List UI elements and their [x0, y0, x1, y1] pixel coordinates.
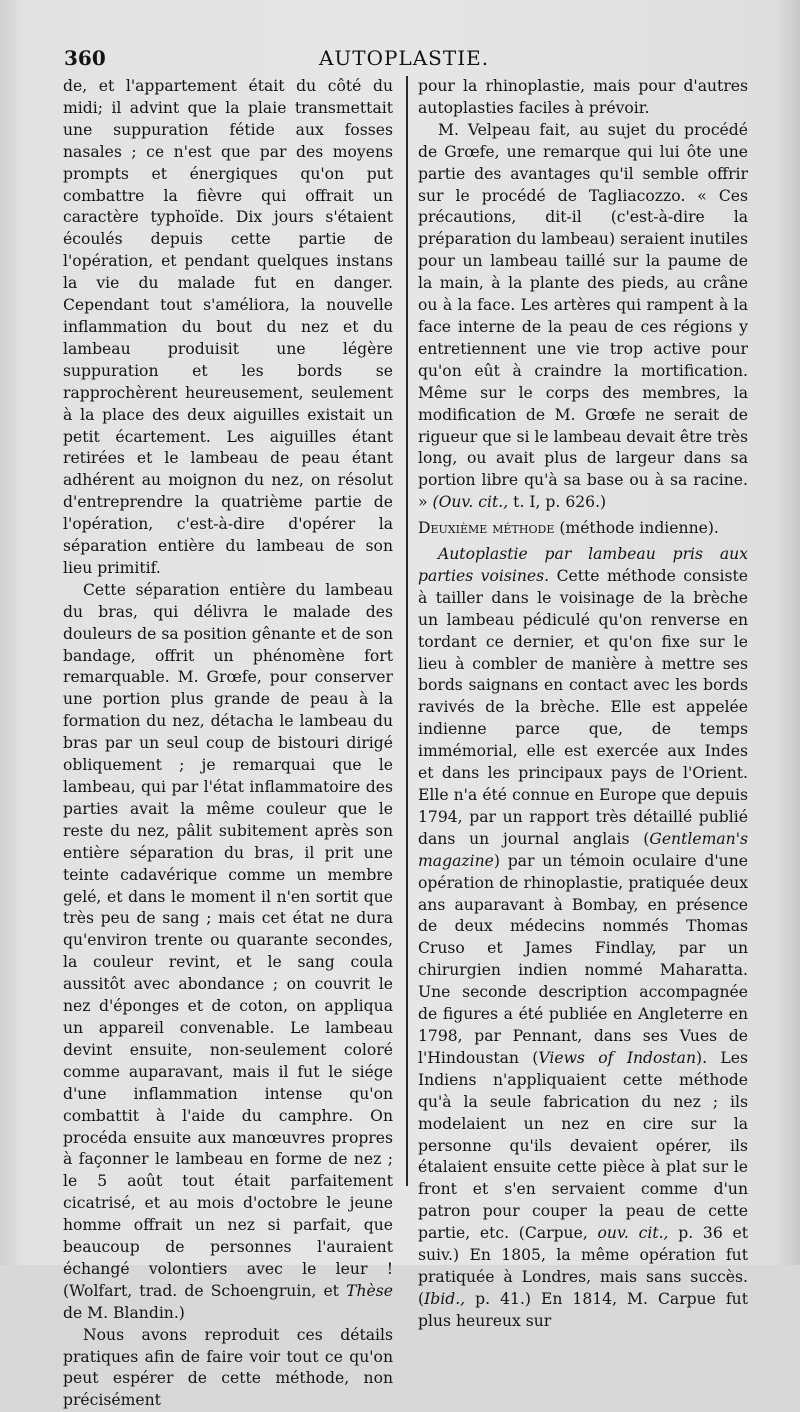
- column-divider: [406, 76, 408, 1186]
- paragraph: Nous avons reproduit ces détails pratiques afin de faire voir tout ce qu'on peut espérer de cette méthode, non précisément: [63, 1325, 393, 1410]
- paragraph: pour la rhinoplastie, mais pour d'autres autoplasties faciles à prévoir.: [418, 77, 748, 117]
- section-heading: [418, 518, 748, 540]
- paragraph: de, et l'appartement était du côté du midi; il advint que la plaie transmettait une suppuration fétide aux fosses nasales ; ce n'est que par des moyens prompts et énergiques qu'on put combattre la fièvre qui offrait un caractère typhoïde. Dix jours s'étaient écoulés depuis cette partie de l'opération, et pendant quelques instans la vie du malade fut en danger. Cependant tout s'améliora, la nouvelle inflammation du bout du nez et du lambeau produisit une légère suppuration et les bords se rapprochèrent heureusement, seulement à la place des deux aiguilles existait un petit écartement. Les aiguilles étant retirées et le lambeau de peau étant adhérent au moignon du nez, on résolut d'entreprendre la quatrième partie de l'opération, c'est-à-dire d'opérer la séparation entière du lambeau de son lieu primitif.: [63, 77, 393, 577]
- page-number: 360: [64, 46, 106, 70]
- paragraph-text: p. 41.) En 1814, M. Carpue fut plus heureux sur: [418, 1289, 748, 1330]
- paragraph-text: ). Les Indiens n'appliquaient cette méthode qu'à la seule fabrication du nez ; ils modelaient un nez en cire sur la personne qu'ils devaient opérer, ils étalaient ensuite cette pièce à plat sur le front et s'en servaient comme d'un patron pour couper la peau de cette partie, etc. (Carpue,: [418, 1048, 748, 1243]
- paragraph-text: M. Velpeau fait, au sujet du procédé de Grœfe, une remarque qui lui ôte une partie des avantages qu'il semble offrir sur le procédé de Tagliacozzo. « Ces précautions, dit-il (c'est-à-dire la préparation du lambeau) seraient inutiles pour un lambeau taillé sur la paume de la main, à la plante des pieds, au crâne ou à la face. Les artères qui rampent à la face interne de la peau de ces régions y entretiennent une vie trop active pour qu'on eût à craindre la mortification. Même sur le corps des membres, la modification de M. Grœfe ne serait de rigueur que si le lambeau devait être très long, ou avait plus de largeur dans sa portion libre qu'à sa base ou à sa racine. »: [418, 120, 748, 512]
- paragraph-text: p. 36 et suiv.) En 1805, la même opération fut pratiquée à Londres, mais sans succès. (: [418, 1224, 748, 1308]
- italic-text: Thèse: [346, 1281, 393, 1300]
- italic-text: Ibid.,: [424, 1289, 466, 1308]
- paragraph-text: t. I, p. 626.): [513, 493, 607, 512]
- italic-text: Gentleman's magazine: [418, 829, 748, 870]
- section-heading-rest: (méthode indienne).: [559, 519, 719, 538]
- paragraph-text: Cette méthode consiste à tailler dans le voisinage de la brèche un lambeau pédiculé qu'on renverse en tordant ce dernier, et qu'on fixe sur le lieu à combler de manière à mettre ses bords saignans en contact avec les bords ravivés de la brèche. Elle est appelée indienne parce que, de temps immémorial, elle est exercée aux Indes et dans les principaux pays de l'Orient. Elle n'a été connue en Europe que depuis 1794, par un rapport très détaillé publié dans un journal anglais (: [418, 566, 748, 848]
- running-title: AUTOPLASTIE.: [318, 46, 490, 70]
- section-heading-caps: Deuxième méthode: [418, 519, 555, 538]
- page-header: [64, 46, 744, 72]
- italic-text: ouv. cit.,: [597, 1224, 669, 1243]
- left-column: [63, 76, 393, 1412]
- paragraph: [63, 580, 393, 1325]
- paragraph-text: ) par un témoin oculaire d'une opération de rhinoplastie, pratiquée deux ans auparavant à Bombay, en présence de deux médecins nommés Thomas Cruso et James Findlay, par un chirurgien indien nommé Maharatta. Une seconde description accompagnée de figures a été publiée en Angleterre en 1798, par Pennant, dans ses Vues de l'Hindoustan (: [418, 851, 748, 1067]
- paragraph-text: de M. Blandin.): [63, 1303, 185, 1322]
- paragraph: [418, 120, 748, 514]
- right-column: [418, 76, 748, 1333]
- italic-text: (Ouv. cit.,: [432, 493, 509, 512]
- italic-title: Autoplastie par lambeau pris aux parties voisines.: [418, 545, 748, 585]
- paragraph-text: Cette séparation entière du lambeau du bras, qui délivra le malade des douleurs de sa position gênante et de son bandage, offrit un phénomène fort remarquable. M. Grœfe, pour conserver une portion plus grande de peau à la formation du nez, détacha le lambeau du bras par un seul coup de bistouri dirigé obliquement ; je remarquai que le lambeau, qui par l'état inflammatoire des parties avait la même couleur que le reste du nez, pâlit subitement après son entière séparation du bras, il prit une teinte cadavérique comme un membre gelé, et dans le moment il n'en sortit que très peu de sang ; mais cet état ne dura qu'environ trente ou quarante secondes, la couleur revint, et le sang coula aussitôt avec abondance ; on couvrit le nez d'éponges et de coton, on appliqua un appareil convenable. Le lambeau devint ensuite, non-seulement coloré comme auparavant, mais il fut le siége d'une inflammation intense qu'on combattit à l'aide du camphre. On procéda ensuite aux manœuvres propres à façonner le lambeau en forme de nez ; le 5 août tout était parfaitement cicatrisé, et au mois d'octobre le jeune homme offrait un nez si parfait, que beaucoup de personnes l'auraient échangé volontiers avec le leur ! (Wolfart, trad. de Schoengruin, et: [63, 580, 393, 1300]
- italic-text: Views of Indostan: [538, 1048, 696, 1067]
- paragraph: [418, 544, 748, 1333]
